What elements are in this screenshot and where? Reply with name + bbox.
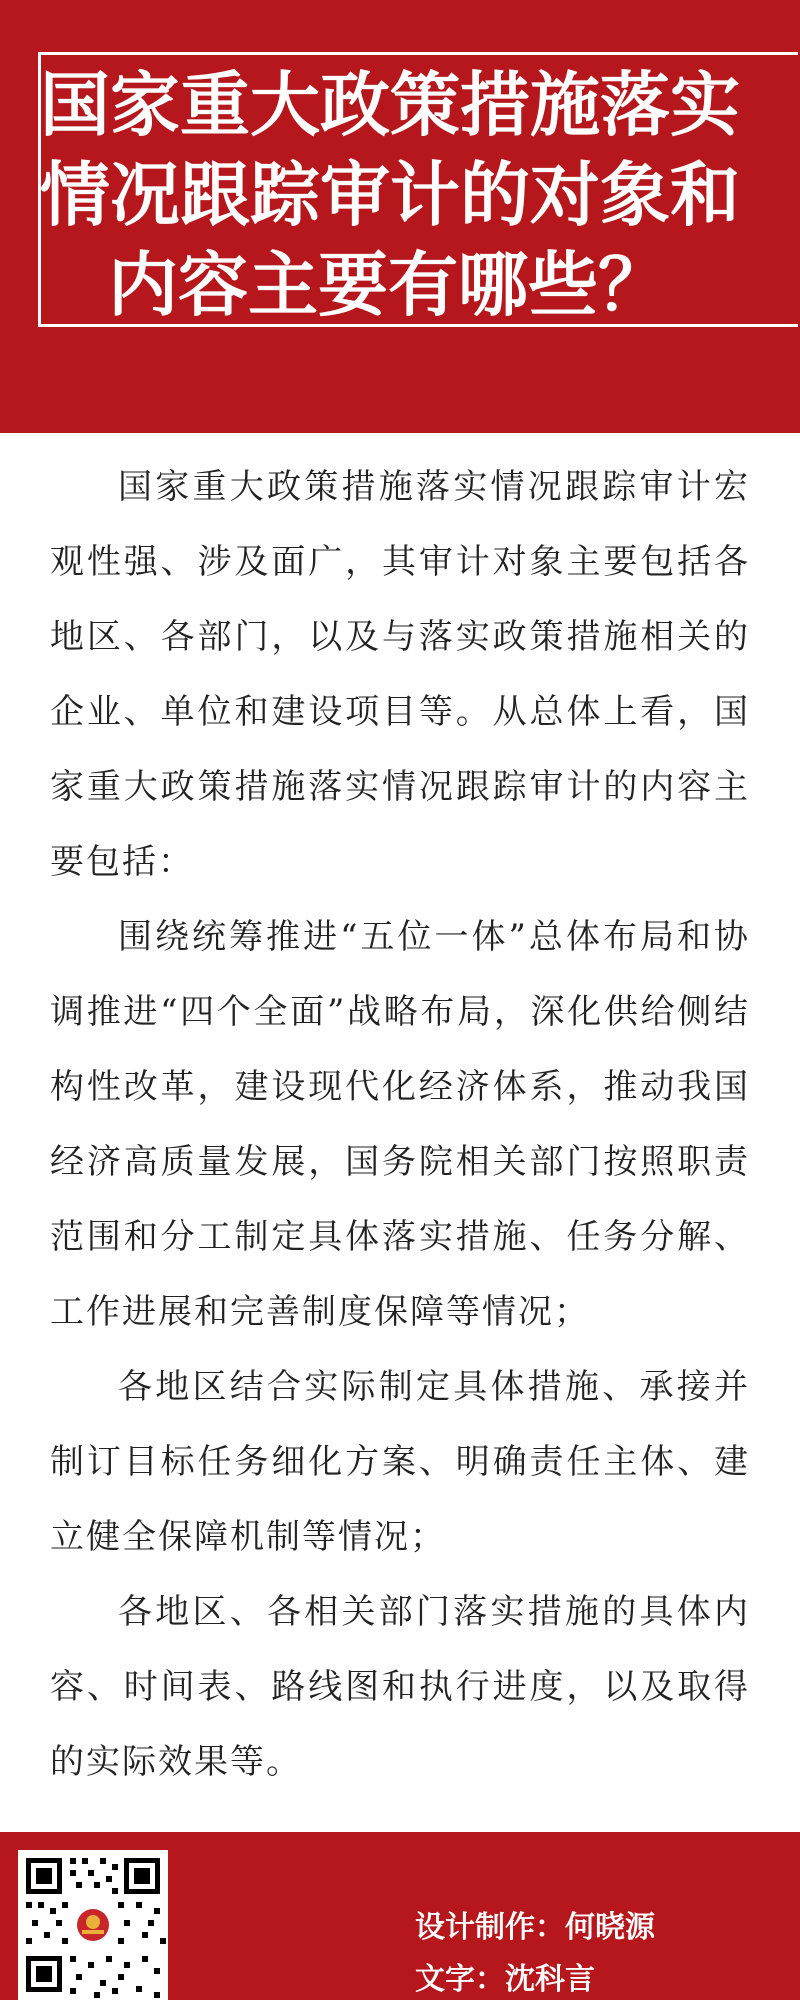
paragraph-item-2: 各地区结合实际制定具体措施、承接并制订目标任务细化方案、明确责任主体、建立健全保障机制等情况； [50, 1367, 750, 1557]
paragraph-item-3: 各地区、各相关部门落实措施的具体内容、时间表、路线图和执行进度，以及取得的实际效果等。 [50, 1592, 750, 1782]
credit-text: 文字：沈科言 [415, 1962, 595, 1997]
paragraph-item-1: 围绕统筹推进“五位一体”总体布局和协调推进“四个全面”战略布局，深化供给侧结构性改革，建设现代化经济体系，推动我国经济高质量发展，国务院相关部门按照职责范围和分工制定具体落实措施、任务分解、工作进展和完善制度保障等情况； [50, 917, 750, 1332]
header-banner [0, 0, 800, 433]
article-body [50, 450, 750, 1800]
title-line-2: 情况跟踪审计的对象和 [40, 154, 740, 236]
title-line-1: 国家重大政策措施落实 [40, 64, 740, 146]
footer-banner [0, 1832, 800, 2000]
title-line-3: 内容主要有哪些？ [108, 244, 668, 326]
paragraph-intro: 国家重大政策措施落实情况跟踪审计宏观性强、涉及面广，其审计对象主要包括各地区、各部门，以及与落实政策措施相关的企业、单位和建设项目等。从总体上看，国家重大政策措施落实情况跟踪审计的内容主要包括： [50, 467, 750, 882]
credit-design: 设计制作：何晓源 [415, 1910, 655, 1945]
qr-code-icon [18, 1850, 168, 2000]
credits [415, 1902, 655, 2000]
